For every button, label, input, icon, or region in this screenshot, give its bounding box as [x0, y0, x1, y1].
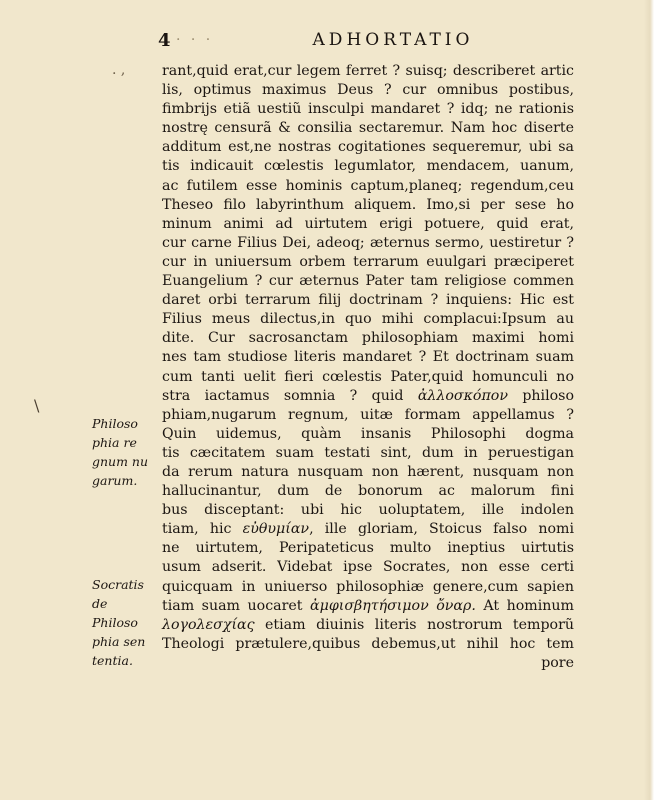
text-line: daret orbi terrarum filij doctrinam ? inquiens: Hic est: [162, 292, 574, 309]
text-line: Quin uidemus, quàm insanis Philosophi dogma: [162, 425, 574, 442]
page-header: [158, 30, 558, 52]
line-text: At hominum: [483, 597, 574, 614]
text-line: bus disceptant: ubi hic uoluptatem, ille indolen: [162, 502, 574, 519]
greek-word: ἀλλοσκόπον: [417, 387, 508, 404]
margin-slash-mark: \: [34, 396, 40, 415]
side-note-line: Philoso: [92, 416, 138, 431]
text-line: tis cæcitatem suam testati sint, dum in peruestigan: [162, 444, 574, 461]
running-head: ADHORTATIO: [312, 30, 474, 50]
side-note-line: tentia.: [92, 653, 133, 668]
text-line-with-greek: [162, 387, 574, 406]
page-number: 4: [158, 30, 171, 51]
text-line: nostrę censurã & consilia sectaremur. Nam hoc diserte: [162, 120, 574, 137]
text-line: Euangelium ? cur æternus Pater tam religiose commen: [162, 273, 574, 290]
side-note-line: phia sen: [92, 634, 146, 649]
line-text: tiam suam uocaret: [162, 597, 303, 614]
text-line: fimbrijs etiã uestiũ insculpi mandaret ? idq; ne rationis: [162, 101, 574, 118]
line-text: stra iactamus somnia ? quid: [162, 387, 404, 404]
text-line: Theseo filo labyrinthum aliquem. Imo,si per sese ho: [162, 196, 574, 213]
greek-word: εὐθυμίαν: [242, 521, 310, 538]
text-line: dite. Cur sacrosanctam philosophiam maximi homi: [162, 330, 574, 347]
greek-word: λογολεσχίας: [162, 616, 255, 633]
body-text: [162, 62, 574, 673]
greek-phrase: ἀμφισβητήσιμον ὄναρ.: [310, 597, 476, 614]
text-line: minum animi ad uirtutem erigi potuere, quid erat,: [162, 215, 574, 232]
text-line: da rerum natura nusquam non hærent, nusquam non: [162, 463, 574, 480]
text-line: nes tam studiose literis mandaret ? Et doctrinam suam: [162, 349, 574, 366]
line-text: tiam, hic: [162, 521, 232, 538]
text-line: Filius meus dilectus,in quo mihi complacui:Ipsum au: [162, 311, 574, 328]
text-line: cum tanti uelit fieri cœlestis Pater,quid homunculi no: [162, 368, 574, 385]
side-note-line: de Philoso: [92, 596, 138, 630]
margin-mark: . ,: [112, 62, 126, 78]
catchword: pore: [541, 654, 574, 671]
text-line: quicquam in uniuerso philosophiæ genere,cum sapien: [162, 578, 574, 595]
text-line: lis, optimus maximus Deus ? cur omnibus postibus,: [162, 82, 574, 99]
header-ornament: · · ·: [176, 32, 214, 48]
text-line: Theologi prætulere,quibus debemus,ut nihil hoc tem: [162, 635, 574, 652]
text-line-with-greek: [162, 616, 574, 635]
text-line-with-greek: [162, 597, 574, 616]
text-line: rant,quid erat,cur legem ferret ? suisq; describeret artic: [162, 63, 574, 79]
side-note-line: Socratis: [92, 577, 144, 592]
text-line: hallucinantur, dum de bonorum ac malorum fini: [162, 483, 574, 500]
side-note-line: phia re: [92, 435, 137, 450]
line-text: philoso: [522, 387, 574, 404]
text-line: cur carne Filius Dei, adeoq; æternus sermo, uestiretur ?: [162, 234, 574, 251]
line-text: , ille gloriam, Stoicus falso nomi: [309, 521, 574, 538]
text-line-with-greek: [162, 520, 574, 539]
page-edge-shadow: [644, 0, 654, 800]
side-note-line: garum.: [92, 473, 138, 488]
text-line: usum adserit. Videbat ipse Socrates, non esse certi: [162, 559, 574, 576]
text-line: tis indicauit cœlestis legumlator, mendacem, uanum,: [162, 158, 574, 175]
line-text: etiam diuinis literis nostrorum temporũ: [265, 616, 575, 633]
text-line: phiam,nugarum regnum, uitæ formam appellamus ?: [162, 406, 574, 423]
text-line: additum est,ne nostras cogitationes sequeremur, ubi sa: [162, 139, 574, 156]
side-note-socrates: [92, 575, 156, 670]
text-line: cur in uniuersum orbem terrarum euulgari præciperet: [162, 253, 574, 270]
side-note-line: gnum nu: [92, 454, 149, 469]
text-line: ne uirtutem, Peripateticus multo ineptius uirtutis: [162, 540, 574, 557]
side-note-philosophia: [92, 414, 156, 490]
text-line: ac futilem esse hominis captum,planeq; regendum,ceu: [162, 177, 574, 194]
